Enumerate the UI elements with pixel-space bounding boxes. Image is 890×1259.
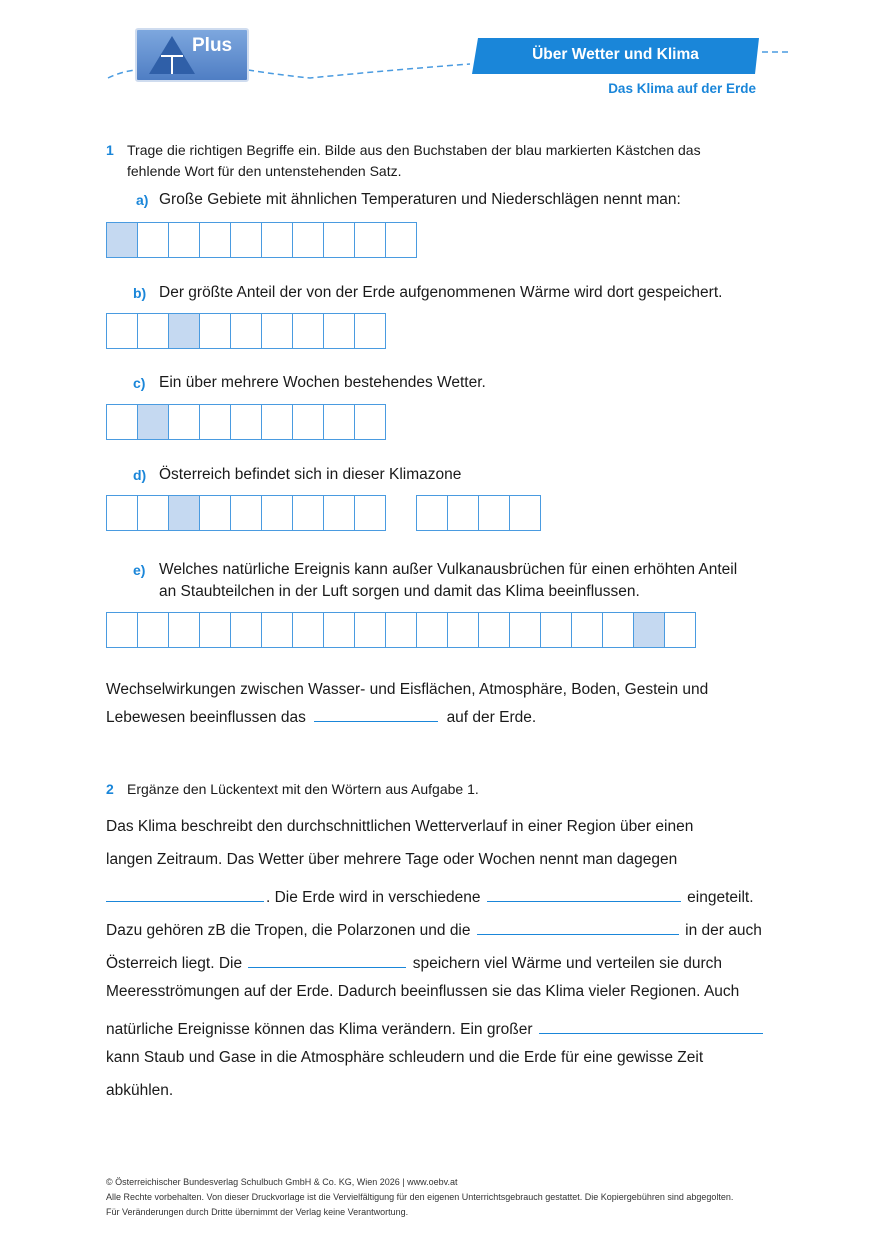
- letter-box[interactable]: [323, 612, 355, 648]
- cloze-line-7: [106, 1016, 765, 1039]
- cloze-line-8: [106, 1049, 703, 1067]
- letter-box[interactable]: [230, 612, 262, 648]
- letter-box-highlighted[interactable]: [168, 495, 200, 531]
- question-a-text: Große Gebiete mit ähnlichen Temperaturen und Niederschlägen nennt man:: [159, 191, 681, 208]
- cloze-text-segment: Das Klima beschreibt den durchschnittlichen Wetterverlauf in einer Region über einen: [106, 818, 694, 835]
- cloze-text-segment: in der auch: [685, 922, 762, 939]
- letter-box[interactable]: [106, 495, 138, 531]
- letter-box[interactable]: [323, 495, 355, 531]
- cloze-blank-1[interactable]: [106, 884, 264, 902]
- letter-box[interactable]: [354, 222, 386, 258]
- letter-box[interactable]: [230, 222, 262, 258]
- cloze-line-9: [106, 1082, 173, 1100]
- letter-box[interactable]: [261, 495, 293, 531]
- letter-box[interactable]: [416, 612, 448, 648]
- letter-box[interactable]: [416, 495, 448, 531]
- box-group: [106, 495, 385, 531]
- letter-box[interactable]: [230, 495, 262, 531]
- cloze-blank-4[interactable]: [248, 950, 406, 968]
- cloze-text-segment: kann Staub und Gase in die Atmosphäre schleudern und die Erde für eine gewisse Zeit: [106, 1049, 704, 1066]
- letter-box[interactable]: [323, 222, 355, 258]
- logo: [135, 28, 249, 82]
- task-2-instruction: Ergänze den Lückentext mit den Wörtern aus Aufgabe 1.: [127, 781, 479, 797]
- cloze-blank-3[interactable]: [477, 917, 679, 935]
- letter-box[interactable]: [323, 313, 355, 349]
- cloze-line-5: [106, 950, 722, 973]
- letter-box[interactable]: [261, 313, 293, 349]
- logo-text: Plus: [192, 35, 233, 56]
- answer-boxes-d[interactable]: [106, 495, 540, 531]
- cloze-line-2: [106, 851, 677, 869]
- footer: [106, 1175, 733, 1220]
- solution-sentence-line1: Wechselwirkungen zwischen Wasser- und Eisflächen, Atmosphäre, Boden, Gestein und: [106, 681, 709, 698]
- letter-box[interactable]: [199, 222, 231, 258]
- letter-box[interactable]: [540, 612, 572, 648]
- cloze-text-segment: abkühlen.: [106, 1082, 174, 1099]
- letter-box[interactable]: [137, 495, 169, 531]
- letter-box[interactable]: [292, 222, 324, 258]
- letter-box[interactable]: [602, 612, 634, 648]
- task-1-instruction-line2: fehlende Wort für den untenstehenden Satz.: [127, 163, 402, 179]
- letter-box[interactable]: [137, 313, 169, 349]
- letter-box[interactable]: [354, 495, 386, 531]
- solution-sentence-part-a: Lebewesen beeinflussen das: [106, 709, 306, 726]
- letter-box[interactable]: [261, 222, 293, 258]
- letter-box[interactable]: [137, 222, 169, 258]
- task-1-number: 1: [106, 142, 114, 158]
- answer-boxes-a[interactable]: [106, 222, 416, 258]
- footer-copyright: © Österreichischer Bundesverlag Schulbuch GmbH & Co. KG, Wien 2026 | www.oebv.at: [106, 1177, 458, 1187]
- cloze-line-1: [106, 818, 693, 836]
- box-group: [106, 222, 416, 258]
- question-b-letter: b): [133, 285, 147, 301]
- solution-sentence-line2: [106, 704, 536, 730]
- letter-box[interactable]: [292, 495, 324, 531]
- box-group: [106, 404, 385, 440]
- letter-box[interactable]: [292, 612, 324, 648]
- cloze-line-3: [106, 884, 754, 907]
- letter-box[interactable]: [509, 495, 541, 531]
- letter-box[interactable]: [323, 404, 355, 440]
- cloze-text-segment: Meeresströmungen auf der Erde. Dadurch beeinflussen sie das Klima vieler Regionen. Auch: [106, 983, 740, 1000]
- cloze-blank-2[interactable]: [487, 884, 681, 902]
- letter-box[interactable]: [478, 495, 510, 531]
- answer-boxes-e[interactable]: [106, 612, 695, 648]
- header-subtitle: Das Klima auf der Erde: [608, 81, 756, 96]
- cloze-text-segment: speichern viel Wärme und verteilen sie durch: [412, 955, 723, 972]
- cloze-text-segment: Dazu gehören zB die Tropen, die Polarzonen und die: [106, 922, 471, 939]
- letter-box[interactable]: [230, 404, 262, 440]
- letter-box[interactable]: [292, 313, 324, 349]
- letter-box[interactable]: [199, 313, 231, 349]
- letter-box[interactable]: [199, 612, 231, 648]
- letter-box[interactable]: [354, 313, 386, 349]
- letter-box[interactable]: [261, 612, 293, 648]
- letter-box[interactable]: [230, 313, 262, 349]
- letter-box[interactable]: [664, 612, 696, 648]
- letter-box[interactable]: [261, 404, 293, 440]
- triangle-logo-icon: [147, 34, 197, 76]
- letter-box[interactable]: [292, 404, 324, 440]
- letter-box[interactable]: [509, 612, 541, 648]
- solution-blank[interactable]: [314, 704, 438, 722]
- letter-box-highlighted[interactable]: [633, 612, 665, 648]
- cloze-text-segment: eingeteilt.: [687, 889, 754, 906]
- letter-box-highlighted[interactable]: [137, 404, 169, 440]
- box-group: [106, 612, 695, 648]
- letter-box[interactable]: [199, 495, 231, 531]
- letter-box[interactable]: [447, 612, 479, 648]
- task-2-number: 2: [106, 781, 114, 797]
- letter-box-highlighted[interactable]: [106, 222, 138, 258]
- box-group: [106, 313, 385, 349]
- cloze-text-segment: natürliche Ereignisse können das Klima verändern. Ein großer: [106, 1021, 533, 1038]
- letter-box[interactable]: [478, 612, 510, 648]
- question-c-text: Ein über mehrere Wochen bestehendes Wetter.: [159, 374, 486, 391]
- letter-box[interactable]: [106, 313, 138, 349]
- letter-box[interactable]: [106, 404, 138, 440]
- task-1-instruction-line1: Trage die richtigen Begriffe ein. Bilde aus den Buchstaben der blau markierten Kästchen das: [127, 142, 701, 158]
- letter-box[interactable]: [199, 404, 231, 440]
- question-e-text-line1: Welches natürliche Ereignis kann außer Vulkanausbrüchen für einen erhöhten Anteil: [159, 561, 738, 578]
- letter-box[interactable]: [137, 612, 169, 648]
- answer-boxes-b[interactable]: [106, 313, 385, 349]
- box-group: [416, 495, 540, 531]
- footer-disclaimer: Für Veränderungen durch Dritte übernimmt der Verlag keine Verantwortung.: [106, 1207, 409, 1217]
- footer-rights: Alle Rechte vorbehalten. Von dieser Druckvorlage ist die Vervielfältigung für den eigenen Unterrichtsgebrauch gestattet. Die Kopiergebühren sind abgegolten.: [106, 1192, 734, 1202]
- question-c-letter: c): [133, 375, 146, 391]
- cloze-line-4: [106, 917, 762, 940]
- solution-sentence-part-b: auf der Erde.: [446, 709, 537, 726]
- letter-box[interactable]: [571, 612, 603, 648]
- letter-box[interactable]: [354, 612, 386, 648]
- cloze-line-6: [106, 983, 739, 1001]
- letter-box[interactable]: [385, 612, 417, 648]
- cloze-blank-5[interactable]: [539, 1016, 763, 1034]
- letter-box-highlighted[interactable]: [168, 313, 200, 349]
- letter-box[interactable]: [106, 612, 138, 648]
- cloze-text-segment: langen Zeitraum. Das Wetter über mehrere Tage oder Wochen nennt man dagegen: [106, 851, 678, 868]
- answer-boxes-c[interactable]: [106, 404, 385, 440]
- letter-box[interactable]: [354, 404, 386, 440]
- letter-box[interactable]: [168, 612, 200, 648]
- question-a-letter: a): [136, 192, 149, 208]
- letter-box[interactable]: [168, 404, 200, 440]
- cloze-text-segment: . Die Erde wird in verschiedene: [266, 889, 481, 906]
- question-e-text-line2: an Staubteilchen in der Luft sorgen und damit das Klima beeinflussen.: [159, 583, 640, 600]
- question-d-text: Österreich befindet sich in dieser Klimazone: [159, 466, 462, 483]
- question-d-letter: d): [133, 467, 147, 483]
- letter-box[interactable]: [168, 222, 200, 258]
- question-b-text: Der größte Anteil der von der Erde aufgenommenen Wärme wird dort gespeichert.: [159, 284, 723, 301]
- cloze-text-segment: Österreich liegt. Die: [106, 955, 243, 972]
- letter-box[interactable]: [447, 495, 479, 531]
- letter-box[interactable]: [385, 222, 417, 258]
- header-title: Über Wetter und Klima: [532, 46, 699, 63]
- question-e-letter: e): [133, 562, 146, 578]
